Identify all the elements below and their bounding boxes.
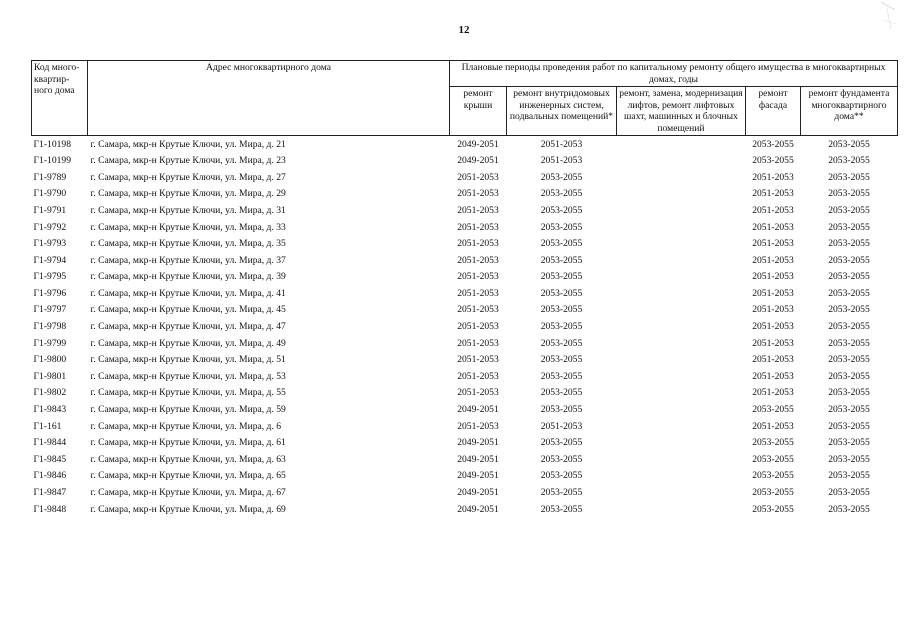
table-row [32,285,898,302]
cell-foundation: 2053-2055 [828,204,870,216]
cell-code: Г1-9791 [33,204,67,216]
cell-foundation: 2053-2055 [828,354,870,366]
cell-foundation: 2053-2055 [828,387,870,399]
cell-engineering: 2053-2055 [540,204,583,216]
cell-code: Г1-9799 [33,337,67,349]
cell-lifts [617,202,746,219]
cell-foundation: 2053-2055 [828,321,870,333]
cell-address: г. Самара, мкр-н Крутые Ключи, ул. Мира, д. 63 [90,453,286,465]
cell-roof: 2051-2053 [457,420,499,432]
cell-code: Г1-10199 [33,155,72,167]
cell-lifts [617,402,746,419]
cell-roof: 2051-2053 [457,271,499,283]
cell-address: г. Самара, мкр-н Крутые Ключи, ул. Мира, д. 27 [90,171,286,183]
table-row [32,302,898,319]
cell-address: г. Самара, мкр-н Крутые Ключи, ул. Мира, д. 29 [90,188,286,200]
cell-engineering: 2053-2055 [540,287,583,299]
cell-engineering: 2053-2055 [540,304,583,316]
table-row [32,368,898,385]
cell-facade: 2051-2053 [752,271,794,283]
table-row [32,186,898,203]
cell-roof: 2051-2053 [457,238,499,250]
cell-foundation: 2053-2055 [828,271,870,283]
header-address: Адрес многоквартирного дома [88,61,450,136]
cell-lifts [617,169,746,186]
cell-engineering: 2053-2055 [540,453,583,465]
cell-engineering: 2053-2055 [540,271,583,283]
cell-facade: 2051-2053 [752,337,794,349]
cell-address: г. Самара, мкр-н Крутые Ключи, ул. Мира, д. 23 [90,155,286,167]
cell-lifts [617,236,746,253]
cell-roof: 2051-2053 [457,387,499,399]
cell-facade: 2051-2053 [752,254,794,266]
table-row [32,435,898,452]
cell-lifts [617,385,746,402]
cell-code: Г1-9845 [33,453,67,465]
cell-engineering: 2053-2055 [540,337,583,349]
cell-engineering: 2053-2055 [540,238,583,250]
cell-address: г. Самара, мкр-н Крутые Ключи, ул. Мира, д. 6 [90,420,282,432]
cell-foundation: 2053-2055 [828,138,870,150]
cell-facade: 2051-2053 [752,420,794,432]
scan-artifact-icon [877,0,899,44]
cell-roof: 2049-2051 [457,453,499,465]
cell-address: г. Самара, мкр-н Крутые Ключи, ул. Мира, д. 67 [90,487,286,499]
cell-code: Г1-9798 [33,321,67,333]
cell-lifts [617,153,746,170]
cell-engineering: 2051-2053 [540,155,583,167]
header-code: Код много-квартир-ного дома [32,61,88,136]
cell-facade: 2053-2055 [752,470,794,482]
cell-facade: 2053-2055 [752,155,794,167]
cell-code: Г1-9793 [33,238,67,250]
cell-facade: 2053-2055 [752,453,794,465]
cell-roof: 2051-2053 [457,354,499,366]
cell-lifts [617,352,746,369]
cell-foundation: 2053-2055 [828,337,870,349]
cell-lifts [617,219,746,236]
cell-address: г. Самара, мкр-н Крутые Ключи, ул. Мира, д. 55 [90,387,286,399]
cell-lifts [617,186,746,203]
cell-code: Г1-9792 [33,221,67,233]
table-row [32,402,898,419]
cell-roof: 2049-2051 [457,437,499,449]
cell-facade: 2051-2053 [752,370,794,382]
cell-foundation: 2053-2055 [828,221,870,233]
cell-code: Г1-9790 [33,188,67,200]
table-row [32,153,898,170]
cell-lifts [617,418,746,435]
table-row [32,501,898,518]
cell-code: Г1-10198 [33,138,72,150]
cell-foundation: 2053-2055 [828,487,870,499]
cell-lifts [617,368,746,385]
cell-lifts [617,269,746,286]
cell-engineering: 2053-2055 [540,387,583,399]
cell-lifts [617,484,746,501]
cell-foundation: 2053-2055 [828,437,870,449]
cell-roof: 2051-2053 [457,188,499,200]
cell-address: г. Самара, мкр-н Крутые Ключи, ул. Мира, д. 59 [90,404,286,416]
cell-foundation: 2053-2055 [828,188,870,200]
cell-roof: 2049-2051 [457,404,499,416]
cell-code: Г1-9802 [33,387,67,399]
cell-foundation: 2053-2055 [828,304,870,316]
cell-address: г. Самара, мкр-н Крутые Ключи, ул. Мира, д. 61 [90,437,286,449]
cell-address: г. Самара, мкр-н Крутые Ключи, ул. Мира, д. 69 [90,503,286,515]
table-row [32,269,898,286]
cell-roof: 2049-2051 [457,155,499,167]
cell-address: г. Самара, мкр-н Крутые Ключи, ул. Мира, д. 51 [90,354,286,366]
cell-facade: 2053-2055 [752,487,794,499]
cell-lifts [617,435,746,452]
cell-lifts [617,501,746,518]
cell-facade: 2051-2053 [752,238,794,250]
cell-foundation: 2053-2055 [828,404,870,416]
cell-engineering: 2053-2055 [540,470,583,482]
table-row [32,484,898,501]
cell-foundation: 2053-2055 [828,470,870,482]
table-body [32,136,898,518]
cell-code: Г1-9846 [33,470,67,482]
cell-facade: 2053-2055 [752,404,794,416]
cell-code: Г1-9796 [33,287,67,299]
cell-foundation: 2053-2055 [828,420,870,432]
cell-engineering: 2053-2055 [540,188,583,200]
cell-code: Г1-9794 [33,254,67,266]
cell-code: Г1-161 [33,420,62,432]
cell-engineering: 2053-2055 [540,221,583,233]
cell-address: г. Самара, мкр-н Крутые Ключи, ул. Мира, д. 31 [90,204,286,216]
page-number: 12 [458,24,470,36]
cell-code: Г1-9844 [33,437,67,449]
cell-roof: 2049-2051 [457,138,499,150]
table-row [32,219,898,236]
cell-code: Г1-9800 [33,354,67,366]
cell-engineering: 2053-2055 [540,254,583,266]
repair-schedule-table [31,60,898,518]
table-row [32,451,898,468]
cell-engineering: 2053-2055 [540,503,583,515]
cell-code: Г1-9843 [33,404,67,416]
cell-facade: 2051-2053 [752,321,794,333]
cell-roof: 2051-2053 [457,370,499,382]
cell-foundation: 2053-2055 [828,287,870,299]
table-row [32,236,898,253]
table-row [32,319,898,336]
cell-engineering: 2053-2055 [540,404,583,416]
cell-facade: 2053-2055 [752,138,794,150]
cell-roof: 2049-2051 [457,487,499,499]
table-row [32,385,898,402]
header-engineering: ремонт внутридомовых инженерных систем, подвальных помещений* [507,87,617,136]
cell-foundation: 2053-2055 [828,254,870,266]
cell-foundation: 2053-2055 [828,155,870,167]
header-periods: Плановые периоды проведения работ по капитальному ремонту общего имущества в многоквартирных домах, годы [450,61,898,87]
cell-engineering: 2053-2055 [540,437,583,449]
table-row [32,252,898,269]
cell-engineering: 2051-2053 [540,138,583,150]
cell-code: Г1-9848 [33,503,67,515]
header-lifts: ремонт, замена, модернизация лифтов, ремонт лифтовых шахт, машинных и блочных помещений [617,87,746,136]
cell-address: г. Самара, мкр-н Крутые Ключи, ул. Мира, д. 65 [90,470,286,482]
cell-address: г. Самара, мкр-н Крутые Ключи, ул. Мира, д. 35 [90,238,286,250]
cell-address: г. Самара, мкр-н Крутые Ключи, ул. Мира, д. 47 [90,321,286,333]
cell-facade: 2051-2053 [752,188,794,200]
cell-roof: 2051-2053 [457,204,499,216]
table-header [32,61,898,136]
cell-address: г. Самара, мкр-н Крутые Ключи, ул. Мира, д. 33 [90,221,286,233]
cell-lifts [617,319,746,336]
table-row [32,468,898,485]
cell-engineering: 2053-2055 [540,354,583,366]
cell-roof: 2051-2053 [457,321,499,333]
cell-engineering: 2053-2055 [540,487,583,499]
cell-foundation: 2053-2055 [828,370,870,382]
cell-roof: 2051-2053 [457,221,499,233]
cell-lifts [617,252,746,269]
cell-facade: 2053-2055 [752,437,794,449]
header-facade: ремонт фасада [746,87,801,136]
cell-roof: 2051-2053 [457,337,499,349]
cell-facade: 2051-2053 [752,354,794,366]
table-row [32,335,898,352]
cell-lifts [617,468,746,485]
cell-roof: 2049-2051 [457,470,499,482]
cell-engineering: 2053-2055 [540,370,583,382]
cell-foundation: 2053-2055 [828,238,870,250]
header-roof: ремонт крыши [450,87,507,136]
table-row [32,202,898,219]
cell-roof: 2051-2053 [457,171,499,183]
cell-facade: 2051-2053 [752,204,794,216]
cell-roof: 2051-2053 [457,254,499,266]
cell-lifts [617,451,746,468]
cell-engineering: 2051-2053 [540,420,583,432]
cell-facade: 2051-2053 [752,287,794,299]
cell-code: Г1-9789 [33,171,67,183]
cell-foundation: 2053-2055 [828,503,870,515]
cell-engineering: 2053-2055 [540,171,583,183]
cell-facade: 2051-2053 [752,221,794,233]
cell-facade: 2051-2053 [752,304,794,316]
header-foundation: ремонт фундамента многоквартирного дома** [801,87,898,136]
cell-address: г. Самара, мкр-н Крутые Ключи, ул. Мира, д. 39 [90,271,286,283]
cell-roof: 2051-2053 [457,287,499,299]
cell-lifts [617,335,746,352]
cell-facade: 2051-2053 [752,387,794,399]
cell-facade: 2051-2053 [752,171,794,183]
cell-address: г. Самара, мкр-н Крутые Ключи, ул. Мира, д. 37 [90,254,286,266]
cell-lifts [617,302,746,319]
cell-code: Г1-9847 [33,487,67,499]
cell-address: г. Самара, мкр-н Крутые Ключи, ул. Мира, д. 53 [90,370,286,382]
cell-foundation: 2053-2055 [828,171,870,183]
table-row [32,352,898,369]
cell-address: г. Самара, мкр-н Крутые Ключи, ул. Мира, д. 41 [90,287,286,299]
cell-roof: 2049-2051 [457,503,499,515]
table-row [32,136,898,153]
cell-facade: 2053-2055 [752,503,794,515]
cell-foundation: 2053-2055 [828,453,870,465]
cell-code: Г1-9801 [33,370,67,382]
cell-lifts [617,285,746,302]
cell-address: г. Самара, мкр-н Крутые Ключи, ул. Мира, д. 45 [90,304,286,316]
cell-code: Г1-9795 [33,271,67,283]
cell-code: Г1-9797 [33,304,67,316]
table-row [32,169,898,186]
cell-address: г. Самара, мкр-н Крутые Ключи, ул. Мира, д. 21 [90,138,286,150]
table-row [32,418,898,435]
cell-roof: 2051-2053 [457,304,499,316]
cell-address: г. Самара, мкр-н Крутые Ключи, ул. Мира, д. 49 [90,337,286,349]
cell-lifts [617,136,746,153]
cell-engineering: 2053-2055 [540,321,583,333]
